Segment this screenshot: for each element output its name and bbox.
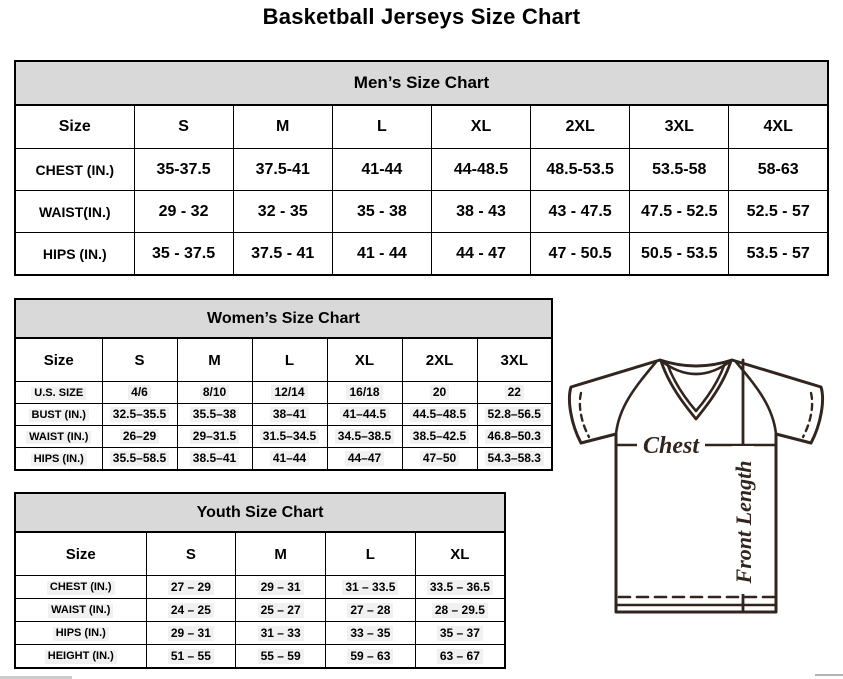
jersey-diagram [553, 346, 838, 636]
column-header: Size [15, 105, 134, 149]
column-header: XL [327, 338, 402, 382]
value-cell: 55 – 59 [236, 645, 326, 669]
value-cell: 35 - 38 [332, 191, 431, 233]
youth-chart-title: Youth Size Chart [15, 493, 505, 532]
column-header: 4XL [729, 105, 828, 149]
youth-size-chart-table [14, 492, 506, 669]
value-cell: 12/14 [252, 382, 327, 404]
value-cell: 38.5–42.5 [402, 426, 477, 448]
value-cell: 38–41 [252, 404, 327, 426]
row-label: HIPS (IN.) [15, 622, 146, 645]
column-header: 3XL [630, 105, 729, 149]
column-header: S [102, 338, 177, 382]
value-cell: 59 – 63 [326, 645, 416, 669]
column-header: 2XL [531, 105, 630, 149]
value-cell: 31.5–34.5 [252, 426, 327, 448]
value-cell: 47.5 - 52.5 [630, 191, 729, 233]
value-cell: 37.5-41 [233, 149, 332, 191]
womens-chart-title: Women’s Size Chart [15, 299, 552, 338]
column-header: 3XL [477, 338, 552, 382]
value-cell: 37.5 - 41 [233, 233, 332, 276]
value-cell: 20 [402, 382, 477, 404]
row-label: HEIGHT (IN.) [15, 645, 146, 669]
value-cell: 4/6 [102, 382, 177, 404]
row-label: U.S. SIZE [15, 382, 102, 404]
column-header: S [146, 532, 236, 576]
value-cell: 28 – 29.5 [415, 599, 505, 622]
row-label: BUST (IN.) [15, 404, 102, 426]
value-cell: 44.5–48.5 [402, 404, 477, 426]
page-title: Basketball Jerseys Size Chart [262, 4, 581, 29]
value-cell: 33 – 35 [326, 622, 416, 645]
value-cell: 35 - 37.5 [134, 233, 233, 276]
value-cell: 41–44 [252, 448, 327, 471]
mens-chart-title: Men’s Size Chart [15, 61, 828, 105]
womens-size-chart-table [14, 298, 553, 471]
value-cell: 33.5 – 36.5 [415, 576, 505, 599]
value-cell: 29–31.5 [177, 426, 252, 448]
row-label: HIPS (IN.) [15, 233, 134, 276]
column-header: M [177, 338, 252, 382]
bottom-right-fragment [815, 674, 843, 676]
value-cell: 41–44.5 [327, 404, 402, 426]
jersey-outline [569, 360, 822, 612]
value-cell: 22 [477, 382, 552, 404]
value-cell: 35.5–38 [177, 404, 252, 426]
value-cell: 43 - 47.5 [531, 191, 630, 233]
value-cell: 35-37.5 [134, 149, 233, 191]
value-cell: 35.5–58.5 [102, 448, 177, 471]
value-cell: 46.8–50.3 [477, 426, 552, 448]
value-cell: 38.5–41 [177, 448, 252, 471]
row-label: WAIST(IN.) [15, 191, 134, 233]
value-cell: 63 – 67 [415, 645, 505, 669]
value-cell: 48.5-53.5 [531, 149, 630, 191]
column-header: 2XL [402, 338, 477, 382]
value-cell: 52.5 - 57 [729, 191, 828, 233]
value-cell: 16/18 [327, 382, 402, 404]
value-cell: 47–50 [402, 448, 477, 471]
row-label: CHEST (IN.) [15, 149, 134, 191]
value-cell: 29 – 31 [146, 622, 236, 645]
value-cell: 32.5–35.5 [102, 404, 177, 426]
value-cell: 38 - 43 [431, 191, 530, 233]
value-cell: 53.5 - 57 [729, 233, 828, 276]
column-header: S [134, 105, 233, 149]
value-cell: 41 - 44 [332, 233, 431, 276]
row-label: HIPS (IN.) [15, 448, 102, 471]
value-cell: 27 – 28 [326, 599, 416, 622]
column-header: Size [15, 338, 102, 382]
value-cell: 41-44 [332, 149, 431, 191]
value-cell: 58-63 [729, 149, 828, 191]
column-header: M [233, 105, 332, 149]
value-cell: 32 - 35 [233, 191, 332, 233]
chest-label: Chest [642, 433, 700, 459]
column-header: M [236, 532, 326, 576]
value-cell: 29 - 32 [134, 191, 233, 233]
row-label: CHEST (IN.) [15, 576, 146, 599]
value-cell: 53.5-58 [630, 149, 729, 191]
column-header: XL [415, 532, 505, 576]
value-cell: 54.3–58.3 [477, 448, 552, 471]
value-cell: 34.5–38.5 [327, 426, 402, 448]
row-label: WAIST (IN.) [15, 426, 102, 448]
value-cell: 31 – 33 [236, 622, 326, 645]
value-cell: 24 – 25 [146, 599, 236, 622]
value-cell: 8/10 [177, 382, 252, 404]
column-header: L [326, 532, 416, 576]
front-length-label: Front Length [731, 460, 756, 584]
value-cell: 25 – 27 [236, 599, 326, 622]
value-cell: 44–47 [327, 448, 402, 471]
row-label: WAIST (IN.) [15, 599, 146, 622]
value-cell: 47 - 50.5 [531, 233, 630, 276]
value-cell: 29 – 31 [236, 576, 326, 599]
value-cell: 35 – 37 [415, 622, 505, 645]
value-cell: 51 – 55 [146, 645, 236, 669]
value-cell: 27 – 29 [146, 576, 236, 599]
value-cell: 31 – 33.5 [326, 576, 416, 599]
mens-size-chart-table [14, 60, 829, 276]
value-cell: 44 - 47 [431, 233, 530, 276]
column-header: L [252, 338, 327, 382]
column-header: XL [431, 105, 530, 149]
column-header: L [332, 105, 431, 149]
column-header: Size [15, 532, 146, 576]
value-cell: 52.8–56.5 [477, 404, 552, 426]
value-cell: 44-48.5 [431, 149, 530, 191]
value-cell: 50.5 - 53.5 [630, 233, 729, 276]
value-cell: 26–29 [102, 426, 177, 448]
